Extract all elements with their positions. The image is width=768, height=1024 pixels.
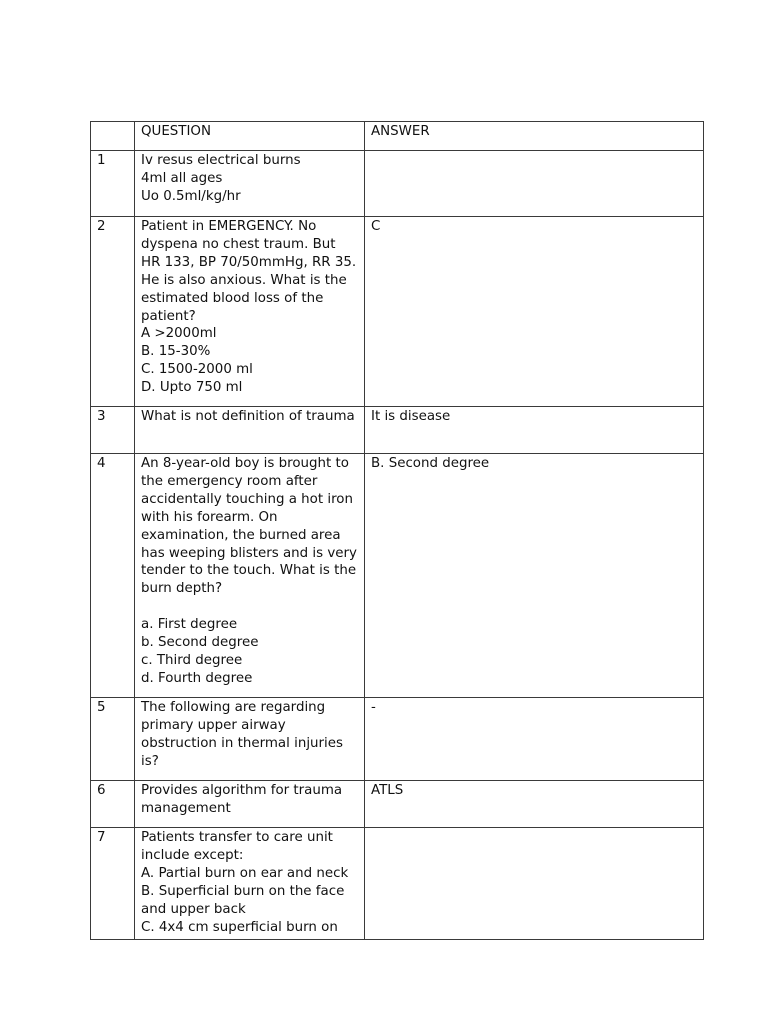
table-row bbox=[91, 454, 704, 698]
table-row bbox=[91, 151, 704, 217]
answer-cell: C bbox=[365, 217, 704, 407]
row-number: 3 bbox=[91, 407, 135, 454]
question-cell: Patient in EMERGENCY. No dyspena no chest traum. But HR 133, BP 70/50mmHg, RR 35. He is also anxious. What is the estimated blood loss of the patient? A >2000ml B. 15-30% C. 1500-2000 ml D. Upto 750 ml bbox=[135, 217, 365, 407]
table-row bbox=[91, 698, 704, 781]
question-cell: Patients transfer to care unit include except: A. Partial burn on ear and neck B. Superficial burn on the face and upper back C. 4x4 cm superficial burn on bbox=[135, 828, 365, 940]
table-row bbox=[91, 828, 704, 940]
answer-cell bbox=[365, 828, 704, 940]
answer-cell: B. Second degree bbox=[365, 454, 704, 698]
answer-header: ANSWER bbox=[365, 122, 704, 151]
table-row bbox=[91, 217, 704, 407]
answer-cell: ATLS bbox=[365, 781, 704, 828]
question-cell: The following are regarding primary upper airway obstruction in thermal injuries is? bbox=[135, 698, 365, 781]
table-row bbox=[91, 781, 704, 828]
row-number: 1 bbox=[91, 151, 135, 217]
number-header bbox=[91, 122, 135, 151]
question-cell: Provides algorithm for trauma management bbox=[135, 781, 365, 828]
answer-cell: - bbox=[365, 698, 704, 781]
row-number: 7 bbox=[91, 828, 135, 940]
question-cell: What is not definition of trauma bbox=[135, 407, 365, 454]
answer-cell bbox=[365, 151, 704, 217]
answer-cell: It is disease bbox=[365, 407, 704, 454]
qa-table bbox=[90, 121, 704, 940]
row-number: 5 bbox=[91, 698, 135, 781]
question-cell: An 8-year-old boy is brought to the emergency room after accidentally touching a hot iron with his forearm. On examination, the burned area has weeping blisters and is very tender to the touch. What is the burn depth? a. First degree b. Second degree c. Third degree d. Fourth degree bbox=[135, 454, 365, 698]
row-number: 2 bbox=[91, 217, 135, 407]
question-header: QUESTION bbox=[135, 122, 365, 151]
row-number: 6 bbox=[91, 781, 135, 828]
row-number: 4 bbox=[91, 454, 135, 698]
table-row bbox=[91, 407, 704, 454]
question-cell: Iv resus electrical burns 4ml all ages Uo 0.5ml/kg/hr bbox=[135, 151, 365, 217]
table-header-row bbox=[91, 122, 704, 151]
